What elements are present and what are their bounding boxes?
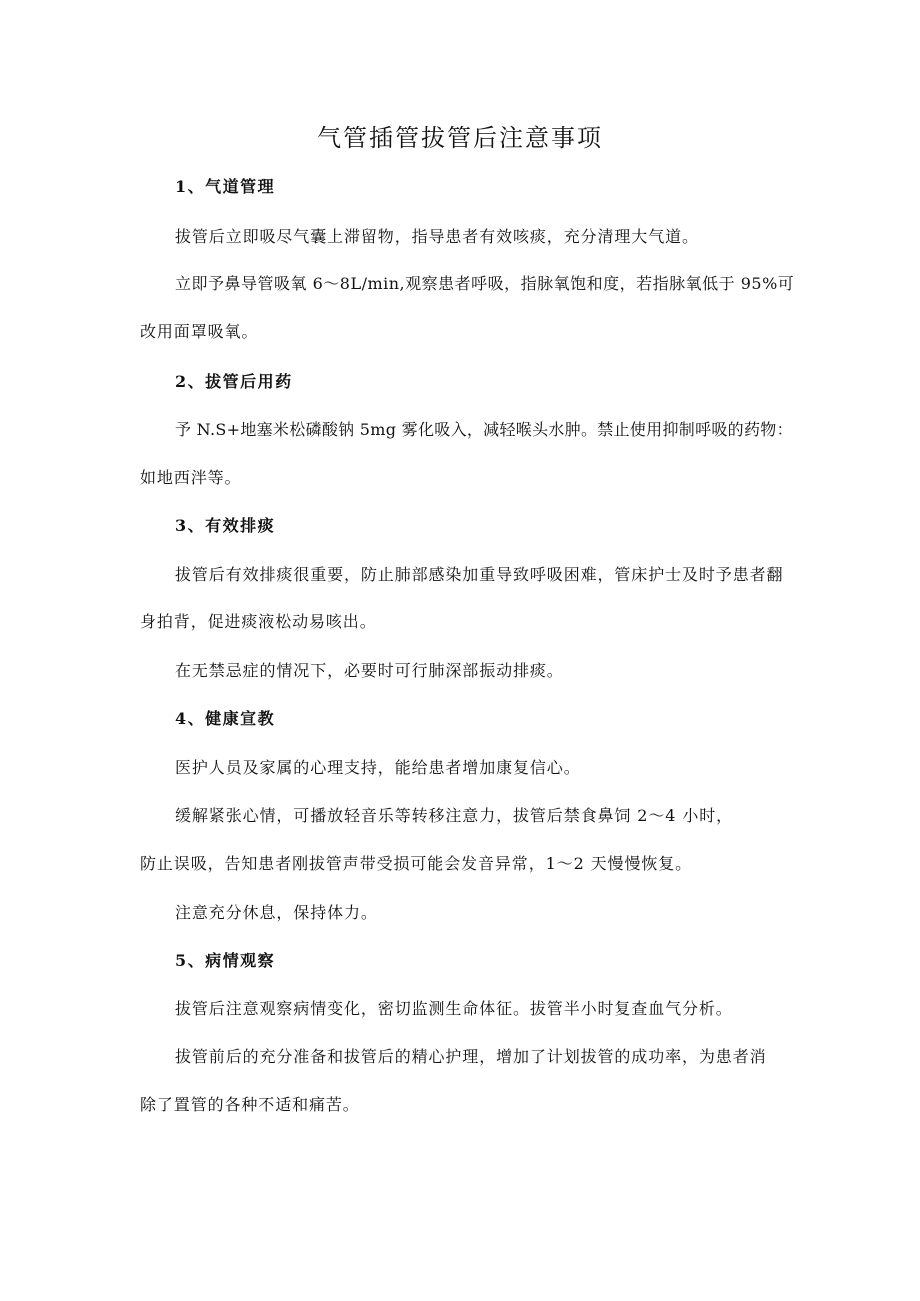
section-heading-education: 4、健康宣教 bbox=[175, 709, 276, 728]
section-heading-sputum: 3、有效排痰 bbox=[175, 516, 276, 535]
paragraph-line: 拔管后有效排痰很重要，防止肺部感染加重导致呼吸困难，管床护士及时予患者翻 bbox=[175, 565, 784, 584]
paragraph-line: 身拍背，促进痰液松动易咳出。 bbox=[140, 612, 377, 631]
paragraph-line: 注意充分休息，保持体力。 bbox=[175, 903, 378, 922]
paragraph-line: 改用面罩吸氧。 bbox=[140, 322, 259, 341]
paragraph-line: 医护人员及家属的心理支持，能给患者增加康复信心。 bbox=[175, 758, 581, 777]
paragraph-line: 在无禁忌症的情况下，必要时可行肺深部振动排痰。 bbox=[175, 661, 564, 680]
paragraph-line: 防止误吸，告知患者刚拔管声带受损可能会发音异常，1～2 天慢慢恢复。 bbox=[140, 854, 693, 873]
document-title: 气管插管拔管后注意事项 bbox=[317, 124, 603, 152]
paragraph-line: 如地西泮等。 bbox=[140, 468, 242, 487]
paragraph-line: 缓解紧张心情，可播放轻音乐等转移注意力，拔管后禁食鼻饲 2～4 小时， bbox=[175, 806, 734, 825]
paragraph-line: 除了置管的各种不适和痛苦。 bbox=[140, 1095, 360, 1114]
section-heading-medication: 2、拔管后用药 bbox=[175, 372, 293, 391]
section-heading-observation: 5、病情观察 bbox=[175, 951, 276, 970]
paragraph-line: 拔管前后的充分准备和拔管后的精心护理，增加了计划拔管的成功率，为患者消 bbox=[175, 1047, 767, 1066]
paragraph-line: 立即予鼻导管吸氧 6～8L/min,观察患者呼吸，指脉氧饱和度，若指脉氧低于 95%可 bbox=[175, 274, 795, 293]
paragraph-line: 拔管后立即吸尽气囊上滞留物，指导患者有效咳痰，充分清理大气道。 bbox=[175, 227, 699, 246]
paragraph-line: 予 N.S+地塞米松磷酸钠 5mg 雾化吸入，减轻喉头水肿。禁止使用抑制呼吸的药物： bbox=[175, 420, 793, 439]
section-heading-airway: 1、气道管理 bbox=[175, 177, 276, 196]
paragraph-line: 拔管后注意观察病情变化，密切监测生命体征。拔管半小时复查血气分析。 bbox=[175, 999, 733, 1018]
